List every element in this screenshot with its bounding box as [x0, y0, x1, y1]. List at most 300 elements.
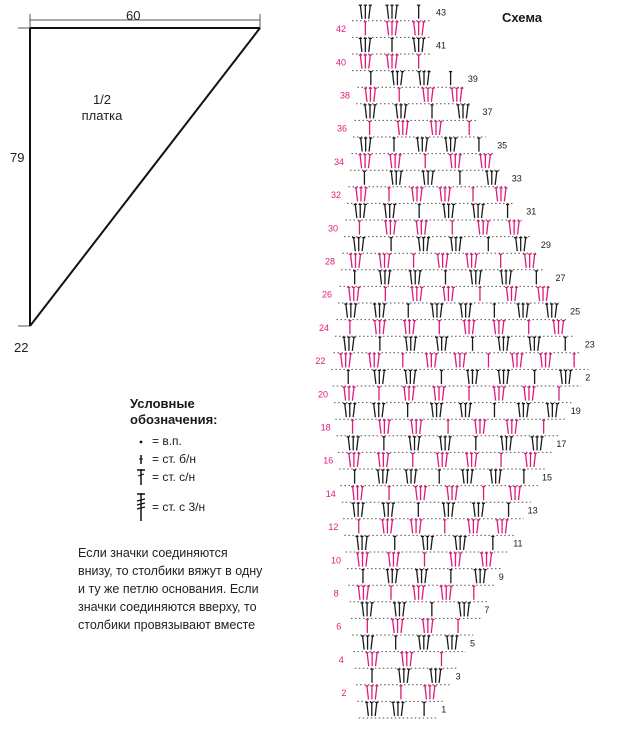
double-crochet-stitch [414, 38, 416, 52]
stitch-group [391, 619, 404, 633]
double-crochet-stitch [471, 470, 473, 484]
double-crochet-stitch [353, 503, 355, 517]
double-crochet-stitch [417, 138, 419, 152]
double-crochet-stitch [501, 271, 503, 285]
double-crochet-stitch [505, 520, 507, 534]
double-crochet-stitch [376, 653, 378, 667]
double-crochet-stitch [437, 337, 439, 351]
stitch-group [474, 437, 477, 451]
stitch-group [352, 238, 365, 252]
stitch-group [451, 221, 454, 235]
double-crochet-stitch [370, 603, 372, 617]
row-label: 42 [336, 24, 347, 35]
double-crochet-stitch [469, 304, 471, 318]
stitch-group [444, 271, 447, 285]
row-label: 12 [328, 522, 339, 533]
double-crochet-stitch [460, 88, 462, 102]
stitch-group [497, 370, 510, 384]
stitch-group [342, 387, 355, 401]
double-crochet-stitch [382, 404, 384, 418]
double-crochet-stitch [461, 304, 463, 318]
stitch-group [493, 404, 496, 418]
double-crochet-stitch [433, 686, 435, 700]
double-crochet-stitch [491, 470, 493, 484]
stitch-group [442, 287, 455, 301]
stitch-group [386, 570, 399, 584]
stitch-group [355, 536, 368, 550]
double-crochet-stitch [455, 354, 457, 368]
stitch-group [411, 453, 414, 467]
double-crochet-stitch [346, 304, 348, 318]
double-crochet-stitch [473, 204, 475, 218]
double-crochet-stitch [352, 387, 354, 401]
double-crochet-stitch [366, 553, 368, 567]
stitch-group [454, 536, 467, 550]
double-crochet-stitch [426, 138, 428, 152]
row-label: 23 [584, 339, 595, 350]
scheme-row [322, 287, 559, 303]
stitch-group [516, 304, 529, 318]
stitch-group [557, 387, 560, 401]
double-crochet-stitch [365, 88, 367, 102]
double-crochet-stitch [411, 420, 413, 434]
double-crochet-stitch [506, 287, 508, 301]
stitch-group [497, 337, 510, 351]
double-crochet-stitch [419, 636, 421, 650]
stitch-group [378, 337, 381, 351]
double-crochet-stitch [375, 702, 377, 716]
double-crochet-stitch [482, 204, 484, 218]
double-crochet-stitch [477, 520, 479, 534]
double-crochet-stitch [406, 470, 408, 484]
stitch-group [485, 171, 498, 185]
double-crochet-stitch [432, 404, 434, 418]
stitch-group [412, 254, 415, 268]
double-crochet-stitch [479, 271, 481, 285]
double-crochet-stitch [437, 453, 439, 467]
stitch-group [364, 88, 377, 102]
stitch-group [394, 105, 407, 119]
stitch-group [415, 221, 428, 235]
stitch-group [523, 254, 536, 268]
stitch-group [347, 370, 350, 384]
double-crochet-stitch [369, 38, 371, 52]
scheme-row [343, 238, 551, 254]
row-label: 2 [585, 372, 591, 383]
double-crochet-stitch [423, 88, 425, 102]
stitch-group [358, 155, 371, 169]
double-crochet-stitch [423, 171, 425, 185]
stitch-group [378, 271, 391, 285]
double-crochet-stitch [375, 686, 377, 700]
stitch-group [505, 287, 518, 301]
double-crochet-stitch [494, 321, 496, 335]
double-crochet-stitch [507, 420, 509, 434]
row-label: 1 [441, 704, 447, 715]
stitch-group [421, 536, 434, 550]
double-crochet-stitch [440, 304, 442, 318]
double-crochet-stitch [446, 254, 448, 268]
double-crochet-stitch [494, 387, 496, 401]
double-crochet-stitch [451, 553, 453, 567]
stitch-group [493, 304, 496, 318]
double-crochet-stitch [440, 437, 442, 451]
scheme-row [349, 171, 522, 187]
stitch-group [351, 487, 364, 501]
double-crochet-stitch [352, 337, 354, 351]
stitch-group [389, 155, 402, 169]
row-label: 10 [331, 555, 342, 566]
stitch-group [400, 653, 413, 667]
stitch-group [449, 238, 462, 252]
double-crochet-stitch [412, 287, 414, 301]
row-label: 16 [323, 455, 334, 466]
double-crochet-stitch [446, 138, 448, 152]
scheme-row [339, 653, 459, 669]
double-crochet-stitch [467, 453, 469, 467]
double-crochet-stitch [364, 188, 366, 202]
double-crochet-stitch [401, 702, 403, 716]
double-crochet-stitch [375, 304, 377, 318]
double-crochet-stitch [369, 354, 371, 368]
double-crochet-stitch [439, 669, 441, 683]
stitch-group [414, 487, 427, 501]
double-crochet-stitch [392, 503, 394, 517]
row-label: 39 [467, 73, 478, 84]
stitch-group [545, 304, 558, 318]
double-crochet-stitch [464, 536, 466, 550]
row-label: 6 [336, 621, 342, 632]
double-crochet-stitch [549, 354, 551, 368]
double-crochet-stitch [507, 370, 509, 384]
row-label: 11 [513, 538, 523, 549]
stitch-group [363, 105, 376, 119]
stitch-group [368, 121, 371, 135]
double-crochet-stitch [349, 354, 351, 368]
double-crochet-stitch [496, 188, 498, 202]
bottom-label: 22 [14, 340, 29, 355]
double-crochet-stitch [482, 553, 484, 567]
double-crochet-stitch [445, 337, 447, 351]
row-label: 7 [484, 605, 490, 616]
scheme-row [331, 188, 515, 204]
double-crochet-stitch [423, 619, 425, 633]
stitch-group [467, 520, 480, 534]
double-crochet-stitch [502, 321, 504, 335]
stitch-group [494, 188, 507, 202]
stitch-group [450, 88, 463, 102]
stitch-group [356, 553, 369, 567]
double-crochet-stitch [395, 22, 397, 36]
double-crochet-stitch [353, 487, 355, 501]
double-crochet-stitch [357, 437, 359, 451]
scheme-row [340, 88, 471, 104]
stitch-group [445, 636, 458, 650]
half-label-fraction: 1/2 [92, 92, 112, 107]
double-crochet-stitch [414, 470, 416, 484]
legend-item-label: = ст. б/н [152, 452, 197, 466]
double-crochet-stitch [420, 287, 422, 301]
double-crochet-stitch [354, 304, 356, 318]
scheme-row [334, 337, 595, 353]
double-crochet-stitch [419, 72, 421, 86]
stitch-group [444, 138, 457, 152]
stitch-group [416, 138, 429, 152]
double-crochet-stitch [398, 121, 400, 135]
note-line: и ту же петлю основания. Если [78, 582, 259, 596]
stitch-group [404, 470, 417, 484]
stitch-group [546, 404, 559, 418]
stitch-group [390, 171, 403, 185]
double-crochet-stitch [507, 337, 509, 351]
stitch-group [344, 304, 357, 318]
double-crochet-stitch [489, 155, 491, 169]
double-crochet-stitch [431, 88, 433, 102]
scheme-row [325, 254, 544, 270]
stitch-group [377, 453, 390, 467]
stitch-group [499, 453, 502, 467]
double-crochet-stitch [434, 387, 436, 401]
double-crochet-stitch [407, 669, 409, 683]
stitch-group [396, 121, 409, 135]
double-crochet-stitch [490, 553, 492, 567]
scheme-row [355, 105, 493, 121]
row-label: 22 [315, 356, 326, 367]
stitch-group [508, 221, 521, 235]
scheme-row [336, 55, 432, 71]
stitch-group [466, 370, 479, 384]
stitch-group [508, 487, 521, 501]
stitch-group [391, 702, 404, 716]
double-crochet-stitch [468, 603, 470, 617]
double-crochet-stitch [509, 271, 511, 285]
double-crochet-stitch [461, 404, 463, 418]
scheme-title: Схема [502, 10, 543, 25]
scheme-row [331, 553, 502, 569]
stitch-group [430, 404, 443, 418]
stitch-group [517, 404, 530, 418]
stitch-group [385, 5, 398, 19]
double-crochet-stitch [410, 653, 412, 667]
scheme-row [328, 221, 530, 237]
stitch-group [471, 188, 474, 202]
stitch-group [398, 88, 401, 102]
stitch-group [479, 155, 492, 169]
double-crochet-stitch [367, 653, 369, 667]
double-crochet-stitch [349, 287, 351, 301]
double-crochet-stitch [344, 337, 346, 351]
stitch-group [438, 321, 441, 335]
double-crochet-stitch [414, 370, 416, 384]
double-crochet-stitch [454, 138, 456, 152]
double-crochet-stitch [360, 55, 362, 69]
double-crochet-stitch [533, 254, 535, 268]
double-crochet-stitch [446, 453, 448, 467]
double-crochet-stitch [357, 287, 359, 301]
double-crochet-stitch [401, 72, 403, 86]
double-crochet-stitch [515, 287, 517, 301]
stitch-group [459, 304, 472, 318]
double-crochet-stitch [422, 22, 424, 36]
double-crochet-stitch [438, 254, 440, 268]
scheme-row [352, 38, 446, 54]
double-crochet-stitch [452, 287, 454, 301]
stitch-group [359, 55, 372, 69]
legend-item-label: = ст. с/н [152, 470, 196, 484]
stitch-group [418, 204, 421, 218]
double-crochet-stitch [464, 321, 466, 335]
stitch-group [417, 238, 430, 252]
stitch-group [393, 536, 396, 550]
scheme-row [359, 702, 447, 718]
double-crochet-stitch [459, 603, 461, 617]
stitch-group [573, 354, 576, 368]
stitch-group [366, 619, 369, 633]
stitch-group [404, 370, 417, 384]
double-crochet-stitch [416, 221, 418, 235]
double-crochet-stitch [388, 271, 390, 285]
row-label: 27 [555, 273, 566, 284]
stitch-group [417, 636, 430, 650]
double-crochet-stitch [380, 271, 382, 285]
double-crochet-stitch [547, 304, 549, 318]
double-crochet-stitch [440, 404, 442, 418]
scheme-row [352, 138, 508, 154]
row-label: 29 [540, 239, 551, 250]
stitch-group [459, 404, 472, 418]
double-crochet-stitch [425, 570, 427, 584]
stitch-group [387, 553, 400, 567]
row-label: 26 [322, 289, 333, 300]
double-crochet-stitch [419, 271, 421, 285]
scheme-row [341, 686, 444, 702]
row-label: 32 [331, 190, 342, 201]
double-crochet-stitch [395, 55, 397, 69]
stitch-group [472, 503, 485, 517]
stitch-group [423, 686, 436, 700]
double-crochet-stitch [391, 520, 393, 534]
double-crochet-stitch [374, 370, 376, 384]
double-crochet-stitch [561, 370, 563, 384]
double-crochet-stitch [385, 221, 387, 235]
double-crochet-stitch [532, 387, 534, 401]
double-crochet-stitch [458, 105, 460, 119]
double-crochet-stitch [447, 636, 449, 650]
double-crochet-stitch [351, 254, 353, 268]
stitch-group [389, 586, 392, 600]
note-line: внизу, то столбики вяжут в одну [78, 564, 263, 578]
double-crochet-stitch [512, 354, 514, 368]
double-crochet-stitch [466, 105, 468, 119]
double-crochet-stitch [401, 619, 403, 633]
double-crochet-stitch [475, 570, 477, 584]
double-crochet-stitch [393, 702, 395, 716]
stitch-group [392, 138, 395, 152]
double-crochet-stitch [422, 586, 424, 600]
double-crochet-stitch [388, 420, 390, 434]
stitch-group [364, 22, 367, 36]
double-crochet-stitch [475, 453, 477, 467]
stitch-group [425, 354, 438, 368]
stitch-group [467, 387, 470, 401]
double-crochet-stitch [455, 536, 457, 550]
row-label: 13 [527, 505, 538, 516]
scheme-row [341, 470, 553, 486]
double-crochet-stitch [404, 105, 406, 119]
double-crochet-stitch [516, 238, 518, 252]
stitch-group [552, 321, 565, 335]
stitch-group [430, 603, 433, 617]
double-crochet-stitch [499, 370, 501, 384]
stitch-group [430, 105, 433, 119]
scheme-row [348, 570, 504, 586]
stitch-group [456, 105, 469, 119]
stitch-group [421, 619, 434, 633]
width-label: 60 [126, 8, 141, 23]
stitch-group [442, 204, 455, 218]
stitch-group [445, 487, 458, 501]
stitch-group [366, 653, 379, 667]
double-crochet-stitch [394, 221, 396, 235]
scheme-row [319, 321, 573, 337]
double-crochet-stitch [554, 321, 556, 335]
stitch-group [463, 321, 476, 335]
double-crochet-stitch [431, 536, 433, 550]
scheme-row [323, 453, 545, 469]
stitch-group [489, 470, 502, 484]
double-crochet-stitch [467, 370, 469, 384]
scheme-row [321, 420, 560, 436]
double-crochet-stitch [360, 155, 362, 169]
row-label: 19 [570, 405, 581, 416]
stitch-group [370, 669, 373, 683]
row-label: 36 [337, 123, 348, 134]
stitch-group [474, 570, 487, 584]
double-crochet-stitch [392, 72, 394, 86]
double-crochet-stitch [443, 503, 445, 517]
double-crochet-stitch [469, 404, 471, 418]
stitch-group [348, 321, 351, 335]
stitch-group [527, 321, 530, 335]
stitch-group [403, 321, 416, 335]
double-crochet-stitch [369, 138, 371, 152]
double-crochet-stitch [475, 420, 477, 434]
stitch-group [417, 5, 420, 19]
double-crochet-stitch [354, 238, 356, 252]
note-line: Если значки соединяются [78, 546, 228, 560]
stitch-group [559, 370, 572, 384]
half-label-word: платка [81, 108, 123, 123]
double-crochet-stitch [562, 321, 564, 335]
stitch-group [373, 321, 386, 335]
double-crochet-stitch [383, 503, 385, 517]
double-crochet-stitch [390, 155, 392, 169]
double-crochet-stitch [391, 171, 393, 185]
double-crochet-stitch [362, 503, 364, 517]
double-crochet-stitch [414, 586, 416, 600]
double-crochet-stitch [540, 437, 542, 451]
stitch-group [361, 570, 364, 584]
double-crochet-stitch [406, 121, 408, 135]
double-crochet-stitch [345, 404, 347, 418]
double-crochet-stitch [357, 453, 359, 467]
double-crochet-stitch [495, 171, 497, 185]
double-crochet-stitch [395, 5, 397, 19]
double-crochet-stitch [487, 171, 489, 185]
stitch-group [408, 437, 421, 451]
double-crochet-stitch [378, 354, 380, 368]
double-crochet-stitch [414, 22, 416, 36]
